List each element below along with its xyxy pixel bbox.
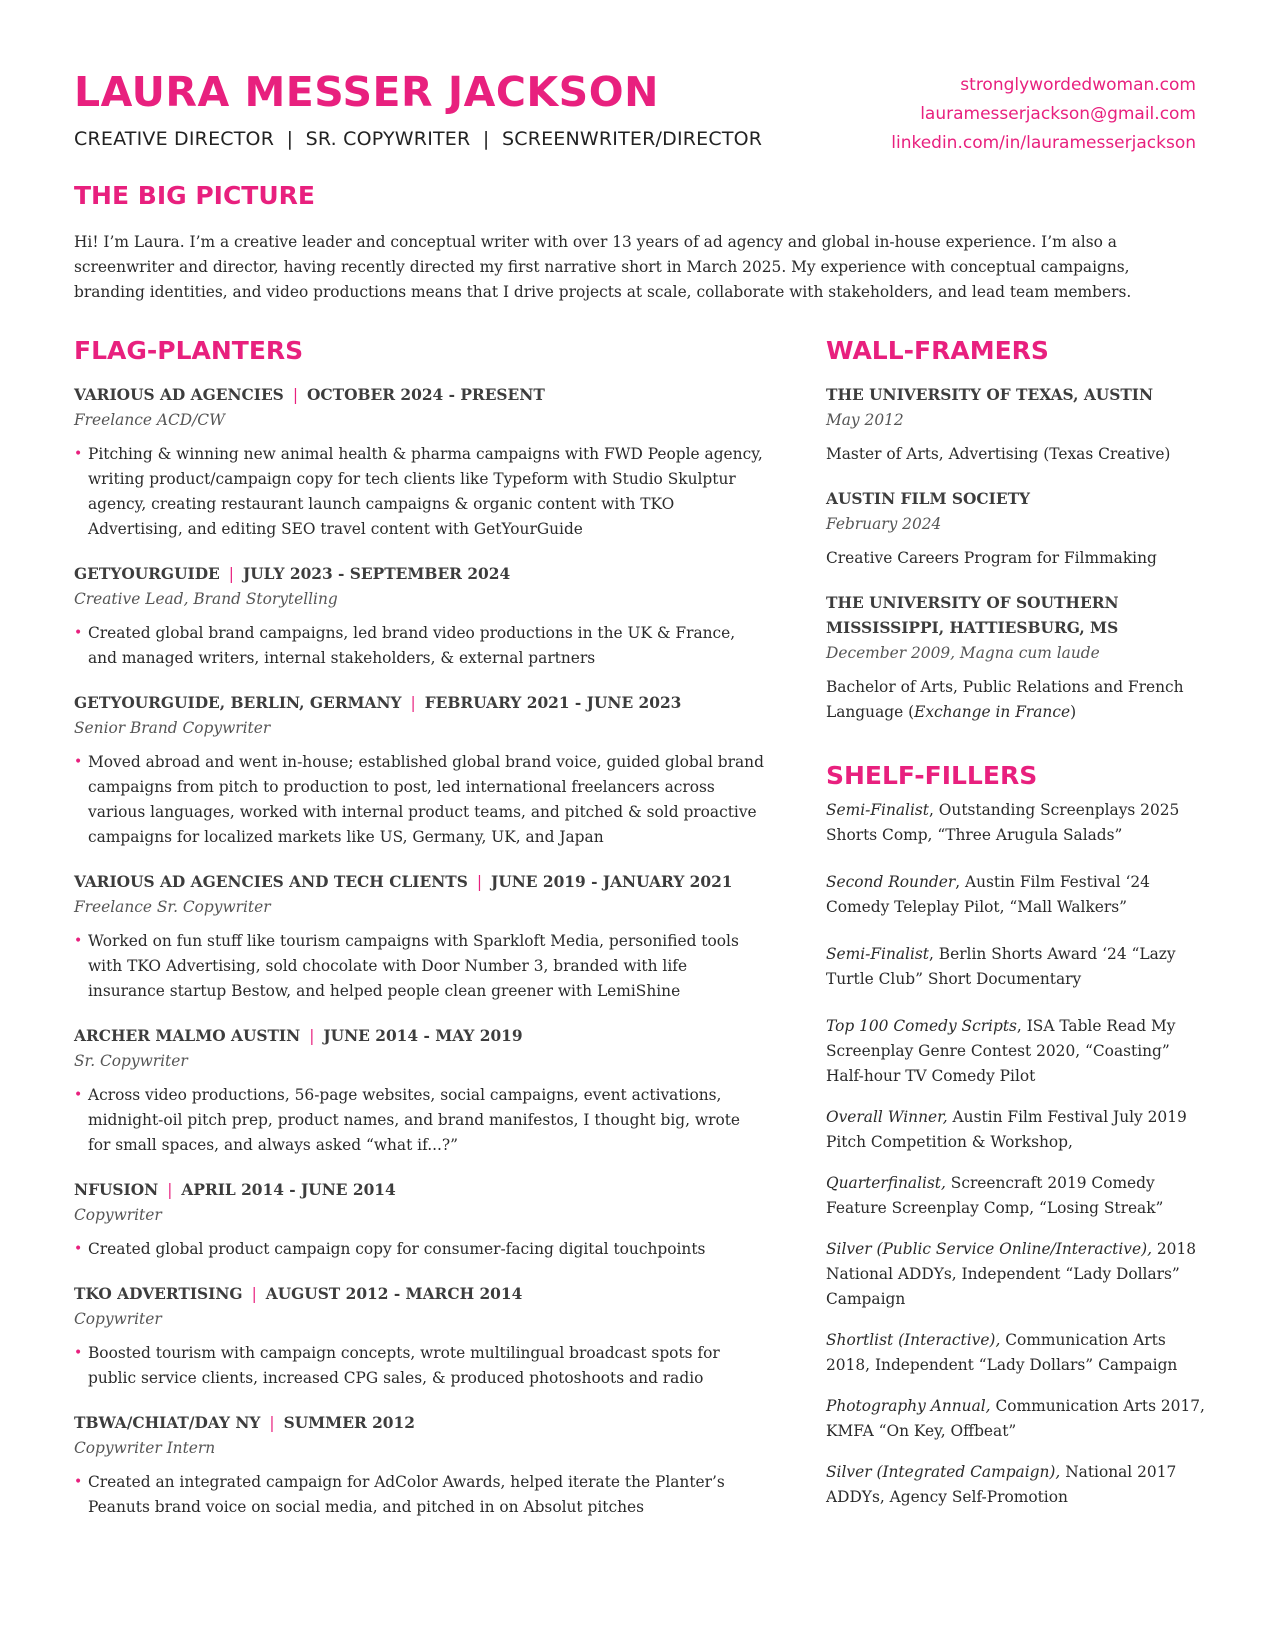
summary-text: Hi! I’m Laura. I’m a creative leader and conceptual writer with over 13 years of ad agency and global in-house experience. I’m also a screenwriter and director, having recently directed my first narrative short in March 2025. My experience with conceptual campaigns, branding identities, and video productions means that I drive projects at scale, collaborate with stakeholders, and lead team members.: [74, 233, 1132, 301]
award-item: [826, 870, 1206, 920]
award-detail: Austin Film Festival July 2019 Pitch Competition & Workshop,: [826, 1108, 1187, 1151]
job-bullet-text: Pitching & winning new animal health & pharma campaigns with FWD People agency, writing product/campaign copy for tech clients like Typeform with Studio Skulptur agency, creating restaurant launch campaigns & organic content with TKO Advertising, and editing SEO travel content with GetYourGuide: [88, 445, 763, 538]
education-date: February 2024: [826, 515, 942, 533]
job-dates: FEBRUARY 2021 - JUNE 2023: [424, 694, 682, 712]
bullet-icon: •: [74, 446, 83, 462]
award-title: Semi-Finalist: [826, 801, 929, 819]
bullet-icon: •: [74, 1087, 83, 1103]
experience-list: [74, 383, 764, 1520]
job-role: Copywriter Intern: [74, 1439, 216, 1457]
job-header: [74, 1024, 764, 1049]
job-bullet: [74, 1083, 764, 1158]
job-dates: AUGUST 2012 - MARCH 2014: [265, 1285, 523, 1303]
degree-text-end: ): [1070, 703, 1077, 721]
job-company: NFUSION: [74, 1181, 159, 1199]
right-column: [826, 383, 1206, 1510]
education-school: AUSTIN FILM SOCIETY: [826, 490, 1031, 508]
bullet-icon: •: [74, 933, 83, 949]
job-role: Copywriter: [74, 1206, 162, 1224]
award-title: Semi-Finalist: [826, 945, 929, 963]
job-bullet: [74, 1470, 764, 1520]
bullet-icon: •: [74, 625, 83, 641]
award-detail: National 2017 ADDYs, Agency Self-Promotion: [826, 1463, 1177, 1506]
resume-roles: CREATIVE DIRECTOR | SR. COPYWRITER | SCREENWRITER/DIRECTOR: [74, 128, 763, 150]
bullet-icon: •: [74, 1241, 83, 1257]
award-item: [826, 1394, 1206, 1444]
degree-exchange-note: Exchange in France: [914, 703, 1071, 721]
experience-heading: FLAG-PLANTERS: [74, 336, 304, 365]
award-detail: , Austin Film Festival ‘24 Comedy Teleplay Pilot, “Mall Walkers”: [826, 873, 1150, 916]
education-school: THE UNIVERSITY OF TEXAS, AUSTIN: [826, 386, 1154, 404]
education-entry: [826, 591, 1206, 725]
job-company: ARCHER MALMO AUSTIN: [74, 1027, 301, 1045]
award-item: [826, 798, 1206, 848]
divider: |: [251, 1285, 257, 1303]
degree-text: Bachelor of Arts, Public Relations and French Language (: [826, 678, 1184, 721]
award-title: Shortlist (Interactive),: [826, 1331, 1001, 1349]
job-dates: APRIL 2014 - JUNE 2014: [181, 1181, 396, 1199]
contact-email-link[interactable]: lauramesserjackson@gmail.com: [920, 104, 1196, 124]
award-item: [826, 1014, 1206, 1089]
job-role: Freelance Sr. Copywriter: [74, 898, 271, 916]
job-company: TKO ADVERTISING: [74, 1285, 243, 1303]
award-item: [826, 1171, 1206, 1221]
job-bullet-text: Across video productions, 56-page websites, social campaigns, event activations, midnight-oil pitch prep, product names, and brand manifestos, I thought big, wrote for small spaces, and always asked “what if...?”: [88, 1086, 741, 1154]
education-date: May 2012: [826, 411, 904, 429]
divider: |: [292, 386, 298, 404]
job-dates: JUNE 2014 - MAY 2019: [323, 1027, 523, 1045]
job-bullet: [74, 1237, 764, 1262]
divider: |: [167, 1181, 173, 1199]
awards-heading: SHELF-FILLERS: [826, 761, 1038, 790]
divider: |: [476, 873, 483, 891]
award-detail: , Berlin Shorts Award ‘24 “Lazy Turtle Club” Short Documentary: [826, 945, 1176, 988]
job-company: VARIOUS AD AGENCIES: [74, 386, 284, 404]
job-role: Freelance ACD/CW: [74, 411, 225, 429]
award-item: [826, 1460, 1206, 1510]
job-entry: [74, 691, 764, 850]
job-header: [74, 1411, 764, 1436]
award-detail: Communication Arts 2018, Independent “Lady Dollars” Campaign: [826, 1331, 1178, 1374]
job-bullet-text: Created global brand campaigns, led brand video productions in the UK & France, and managed writers, internal stakeholders, & external partners: [88, 624, 736, 667]
award-title: Silver (Public Service Online/Interactive),: [826, 1240, 1152, 1258]
divider: |: [228, 565, 234, 583]
award-detail: , Outstanding Screenplays 2025 Shorts Comp, “Three Arugula Salads”: [826, 801, 1180, 844]
award-detail: Screencraft 2019 Comedy Feature Screenplay Comp, “Losing Streak”: [826, 1174, 1164, 1217]
education-degree: Creative Careers Program for Filmmaking: [826, 549, 1157, 567]
divider: |: [410, 694, 416, 712]
divider: |: [269, 1414, 275, 1432]
award-title: Silver (Integrated Campaign),: [826, 1463, 1061, 1481]
job-company: TBWA/CHIAT/DAY NY: [74, 1414, 261, 1432]
job-bullet-text: Created an integrated campaign for AdColor Awards, helped iterate the Planter’s Peanuts brand voice on social media, and pitched in on Absolut pitches: [88, 1473, 725, 1516]
job-company: GETYOURGUIDE: [74, 565, 220, 583]
job-dates: JUNE 2019 - JANUARY 2021: [491, 873, 733, 891]
job-header: [74, 562, 764, 587]
award-detail: 2018 National ADDYs, Independent “Lady Dollars” Campaign: [826, 1240, 1197, 1308]
job-bullet-text: Boosted tourism with campaign concepts, wrote multilingual broadcast spots for public service clients, increased CPG sales, & produced photoshoots and radio: [88, 1344, 720, 1387]
job-bullet: [74, 442, 764, 542]
job-entry: [74, 1024, 764, 1158]
award-title: Quarterfinalist,: [826, 1174, 946, 1192]
education-degree: Master of Arts, Advertising (Texas Creative): [826, 445, 1171, 463]
award-item: [826, 1328, 1206, 1378]
job-company: VARIOUS AD AGENCIES AND TECH CLIENTS: [74, 873, 468, 891]
job-entry: [74, 1411, 764, 1520]
award-title: Second Rounder: [826, 873, 956, 891]
job-entry: [74, 562, 764, 671]
divider: |: [309, 1027, 315, 1045]
job-dates: SUMMER 2012: [283, 1414, 415, 1432]
job-entry: [74, 1178, 764, 1262]
award-title: Photography Annual,: [826, 1397, 991, 1415]
education-school: THE UNIVERSITY OF SOUTHERN MISSISSIPPI, HATTIESBURG, MS: [826, 594, 1119, 637]
job-role: Sr. Copywriter: [74, 1052, 188, 1070]
job-dates: OCTOBER 2024 - PRESENT: [307, 386, 545, 404]
summary-heading: THE BIG PICTURE: [74, 181, 315, 210]
award-item: [826, 1105, 1206, 1155]
job-entry: [74, 870, 764, 1004]
award-item: [826, 1237, 1206, 1312]
job-bullet: [74, 929, 764, 1004]
job-company: GETYOURGUIDE, BERLIN, GERMANY: [74, 694, 402, 712]
job-header: [74, 691, 764, 716]
award-detail: Communication Arts 2017, KMFA “On Key, Offbeat”: [826, 1397, 1205, 1440]
job-header: [74, 870, 764, 895]
contact-website-link[interactable]: stronglywordedwoman.com: [960, 75, 1196, 95]
job-bullet: [74, 750, 764, 850]
bullet-icon: •: [74, 1345, 83, 1361]
award-title: Overall Winner,: [826, 1108, 948, 1126]
award-title: Top 100 Comedy Scripts: [826, 1017, 1017, 1035]
job-bullet-text: Worked on fun stuff like tourism campaigns with Sparkloft Media, personified tools with TKO Advertising, sold chocolate with Door Number 3, branded with life insurance startup Bestow, and helped people clean greener with LemiShine: [88, 932, 739, 1000]
award-detail: , ISA Table Read My Screenplay Genre Contest 2020, “Coasting” Half-hour TV Comedy Pilot: [826, 1017, 1176, 1085]
education-heading: WALL-FRAMERS: [826, 336, 1049, 365]
job-header: [74, 1178, 764, 1203]
job-dates: JULY 2023 - SEPTEMBER 2024: [242, 565, 511, 583]
education-entry: [826, 487, 1206, 571]
job-bullet: [74, 1341, 764, 1391]
contact-linkedin-link[interactable]: linkedin.com/in/lauramesserjackson: [891, 133, 1196, 153]
job-header: [74, 1282, 764, 1307]
bullet-icon: •: [74, 754, 83, 770]
award-item: [826, 942, 1206, 992]
job-bullet-text: Created global product campaign copy for consumer-facing digital touchpoints: [88, 1240, 706, 1258]
job-role: Creative Lead, Brand Storytelling: [74, 590, 338, 608]
education-degree: [826, 675, 1206, 725]
job-role: Senior Brand Copywriter: [74, 719, 271, 737]
job-header: [74, 383, 764, 408]
contact-block: [891, 71, 1196, 158]
job-bullet: [74, 621, 764, 671]
job-bullet-text: Moved abroad and went in-house; established global brand voice, guided global brand campaigns from pitch to production to post, led international freelancers across various languages, worked with internal product teams, and pitched & sold proactive campaigns for localized markets like US, Germany, UK, and Japan: [88, 753, 764, 846]
education-date: December 2009, Magna cum laude: [826, 644, 1100, 662]
job-entry: [74, 383, 764, 542]
bullet-icon: •: [74, 1474, 83, 1490]
resume-name: LAURA MESSER JACKSON: [74, 68, 659, 116]
education-entry: [826, 383, 1206, 467]
job-entry: [74, 1282, 764, 1391]
job-role: Copywriter: [74, 1310, 162, 1328]
